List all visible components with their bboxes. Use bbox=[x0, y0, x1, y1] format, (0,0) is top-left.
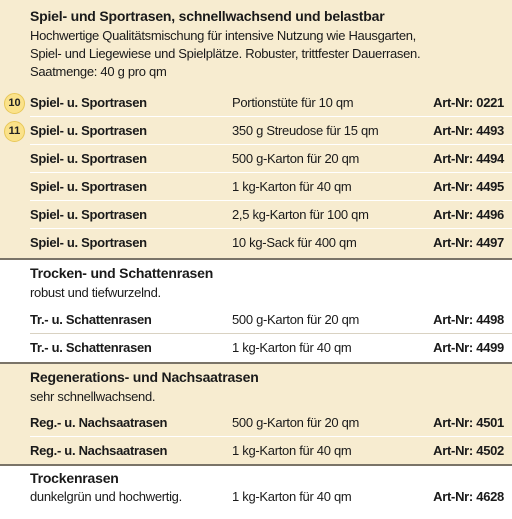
product-name: Spiel- u. Sportrasen bbox=[30, 123, 147, 138]
article-number: Art-Nr: 0221 bbox=[433, 95, 504, 110]
product-row bbox=[0, 229, 512, 257]
product-package: 1 kg-Karton für 40 qm bbox=[232, 443, 352, 458]
product-package: 350 g Streudose für 15 qm bbox=[232, 123, 379, 138]
section-description-line: robust und tiefwurzelnd. bbox=[30, 285, 161, 300]
product-row bbox=[0, 409, 512, 437]
product-row bbox=[0, 117, 512, 145]
article-number: Art-Nr: 4501 bbox=[433, 415, 504, 430]
section-nachsaatrasen bbox=[0, 364, 512, 464]
product-name: Reg.- u. Nachsaatrasen bbox=[30, 415, 168, 430]
product-package: 500 g-Karton für 20 qm bbox=[232, 415, 360, 430]
product-name: Tr.- u. Schattenrasen bbox=[30, 312, 152, 327]
product-package: 1 kg-Karton für 40 qm bbox=[232, 489, 352, 504]
product-name: Spiel- u. Sportrasen bbox=[30, 151, 147, 166]
article-number: Art-Nr: 4499 bbox=[433, 340, 504, 355]
product-package: 500 g-Karton für 20 qm bbox=[232, 312, 360, 327]
product-row bbox=[0, 173, 512, 201]
product-name: Tr.- u. Schattenrasen bbox=[30, 340, 152, 355]
section-schattenrasen bbox=[0, 260, 512, 362]
product-package: 10 kg-Sack für 400 qm bbox=[232, 235, 357, 250]
section-trockenrasen bbox=[0, 466, 512, 519]
section-description-line: dunkelgrün und hochwertig. bbox=[30, 489, 182, 504]
article-number: Art-Nr: 4493 bbox=[433, 123, 504, 138]
article-number: Art-Nr: 4494 bbox=[433, 151, 504, 166]
product-name: Spiel- u. Sportrasen bbox=[30, 207, 147, 222]
section-title: Regenerations- und Nachsaatrasen bbox=[30, 369, 259, 385]
article-number: Art-Nr: 4497 bbox=[433, 235, 504, 250]
product-package: 500 g-Karton für 20 qm bbox=[232, 151, 360, 166]
product-package: 1 kg-Karton für 40 qm bbox=[232, 179, 352, 194]
product-name: Spiel- u. Sportrasen bbox=[30, 95, 147, 110]
product-row bbox=[0, 437, 512, 465]
section-description-line: Hochwertige Qualitätsmischung für intensive Nutzung wie Hausgarten, bbox=[30, 28, 416, 43]
section-description-line: Spiel- und Liegewiese und Spielplätze. Robuster, trittfester Dauerrasen. bbox=[30, 46, 421, 61]
product-name: Spiel- u. Sportrasen bbox=[30, 235, 147, 250]
section-title: Trockenrasen bbox=[30, 470, 119, 486]
article-number: Art-Nr: 4502 bbox=[433, 443, 504, 458]
article-number: Art-Nr: 4496 bbox=[433, 207, 504, 222]
section-description-line: sehr schnellwachsend. bbox=[30, 389, 156, 404]
product-row bbox=[0, 89, 512, 117]
section-title: Trocken- und Schattenrasen bbox=[30, 265, 214, 281]
product-name: Spiel- u. Sportrasen bbox=[30, 179, 147, 194]
product-package: 1 kg-Karton für 40 qm bbox=[232, 340, 352, 355]
product-package: Portionstüte für 10 qm bbox=[232, 95, 354, 110]
product-row bbox=[0, 145, 512, 173]
section-description-line: Saatmenge: 40 g pro qm bbox=[30, 64, 167, 79]
product-package: 2,5 kg-Karton für 100 qm bbox=[232, 207, 369, 222]
product-name: Reg.- u. Nachsaatrasen bbox=[30, 443, 168, 458]
article-number: Art-Nr: 4498 bbox=[433, 312, 504, 327]
section-title: Spiel- und Sportrasen, schnellwachsend und belastbar bbox=[30, 8, 385, 24]
article-number: Art-Nr: 4495 bbox=[433, 179, 504, 194]
article-number: Art-Nr: 4628 bbox=[433, 489, 504, 504]
item-number-badge: 11 bbox=[4, 121, 25, 142]
item-number-badge: 10 bbox=[4, 93, 25, 114]
section-sportrasen bbox=[0, 0, 512, 258]
product-row bbox=[0, 334, 512, 362]
product-row bbox=[0, 306, 512, 334]
product-row bbox=[0, 201, 512, 229]
